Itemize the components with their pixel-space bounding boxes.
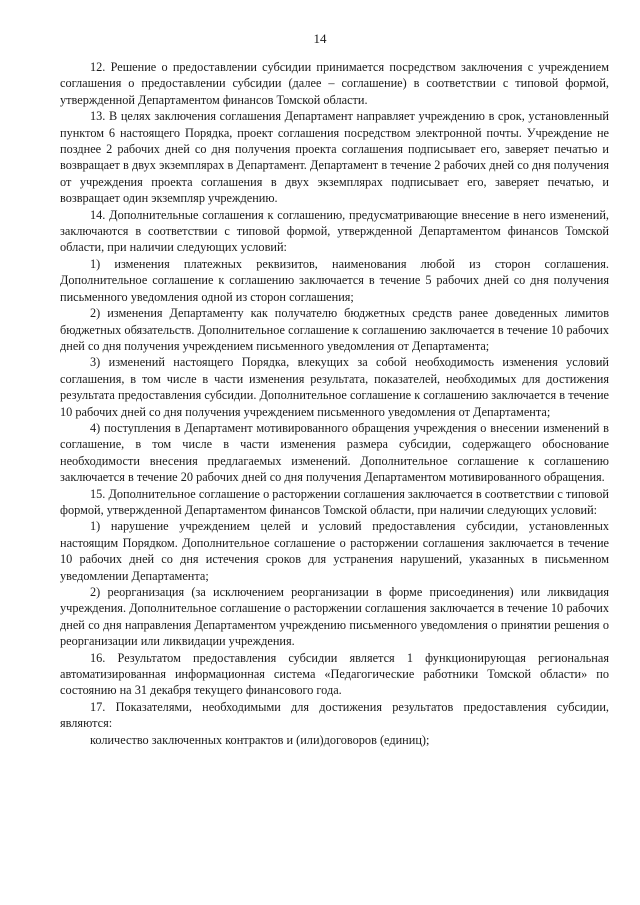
paragraph-15: 15. Дополнительное соглашение о расторжении соглашения заключается в соответствии с типовой формой, утвержденной Департаментом финансов Томской области, при наличии следующих условий: <box>60 486 609 517</box>
paragraph-14: 14. Дополнительные соглашения к соглашению, предусматривающие внесение в него изменений, заключаются в соответствии с типовой формой, утвержденной Департаментом финансов Томской области, при наличии следующих условий: <box>60 207 609 255</box>
paragraph-15-item-1: 1) нарушение учреждением целей и условий предоставления субсидии, установленных настоящим Порядком. Дополнительное соглашение о расторжении соглашения заключается в течение 10 рабочих дней со дня истечения сроков для устранения нарушений, указанных в письменном уведомлении Департамента; <box>60 519 609 583</box>
paragraph-14-item-4: 4) поступления в Департамент мотивированного обращения учреждения о внесении изменений в соглашение, в том числе в части изменения размера субсидии, содержащего обоснование необходимости внесения предлагаемых изменений. Дополнительное соглашение к соглашению заключается в течение 20 рабочих дней со дня получения Департаментом мотивированного обращения. <box>60 420 609 485</box>
paragraph-14-item-3: 3) изменений настоящего Порядка, влекущих за собой необходимость изменения условий соглашения, в том числе в части изменения результата, показателей, необходимых для достижения результата предоставления субсидии. Дополнительное соглашение к соглашению заключается в течение 10 рабочих дней со дня получения учреждением письменного уведомления от Департамента; <box>60 355 609 419</box>
paragraph-15-item-2: 2) реорганизация (за исключением реорганизации в форме присоединения) или ликвидация учреждения. Дополнительное соглашение о расторжении соглашения заключается в течение 10 рабочих дней со дня направления Департаментом учреждению письменного уведомления о принятии решения о реорганизации или ликвидации учреждения. <box>60 585 609 649</box>
paragraph-17: 17. Показателями, необходимыми для достижения результатов предоставления субсидии, являются: <box>60 699 609 731</box>
paragraph-13: 13. В целях заключения соглашения Департамент направляет учреждению в срок, установленный пунктом 6 настоящего Порядка, проект соглашения посредством электронной почты. Учреждение не позднее 2 рабочих дней со дня получения проекта соглашения подписывает его, заверяет печатью и возвращает в двух экземплярах в Департамент. Департамент в течение 2 рабочих дней со дня получения от учреждения проекта соглашения в двух экземплярах подписывает его, заверяет печатью, и возвращает один экземпляр учреждению. <box>60 109 609 206</box>
paragraph-14-item-1: 1) изменения платежных реквизитов, наименования любой из сторон соглашения. Дополнительное соглашение к соглашению заключается в течение 5 рабочих дней со дня получения письменного уведомления одной из сторон соглашения; <box>60 256 609 304</box>
paragraph-12: 12. Решение о предоставлении субсидии принимается посредством заключения с учреждением соглашения о предоставлении субсидии (далее – соглашение) в соответствии с типовой формой, утвержденной Департаментом финансов Томской области. <box>60 60 609 107</box>
paragraph-16: 16. Результатом предоставления субсидии является 1 функционирующая региональная автоматизированная информационная система «Педагогические работники Томской области» по состоянию на 31 декабря текущего финансового года. <box>60 650 609 698</box>
paragraph-14-item-2: 2) изменения Департаменту как получателю бюджетных средств ранее доведенных лимитов бюджетных обязательств. Дополнительное соглашение к соглашению заключается в течение 10 рабочих дней со дня получения учреждением письменного уведомления от Департамента; <box>60 306 609 353</box>
page-number: 14 <box>313 31 327 46</box>
paragraph-17-indicator: количество заключенных контрактов и (или)договоров (единиц); <box>90 732 430 747</box>
document-body <box>60 59 609 748</box>
